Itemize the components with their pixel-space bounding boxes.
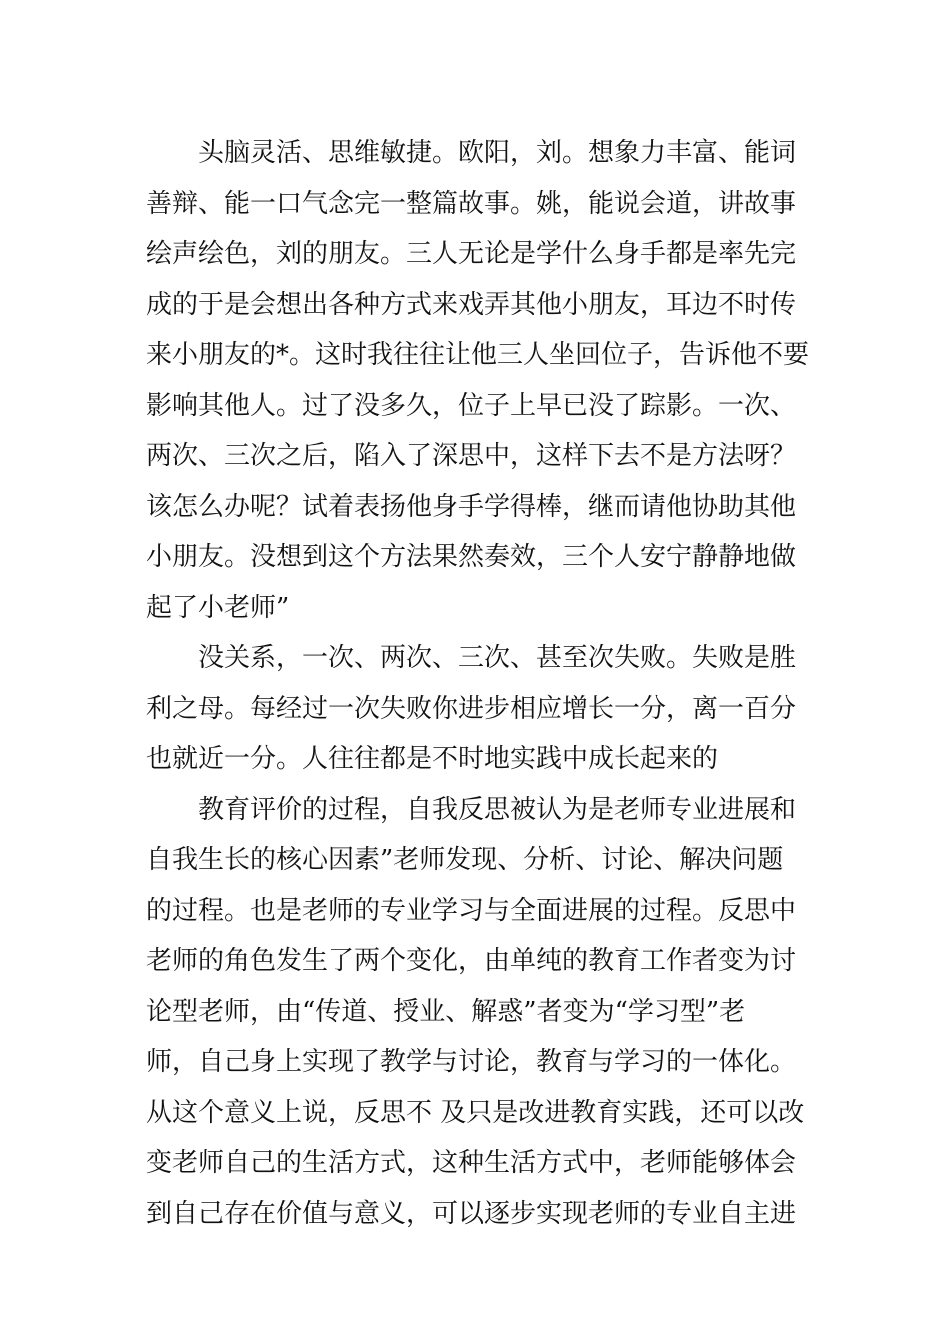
text-line: 师，自己身上实现了教学与讨论，教育与学习的一体化。	[146, 1047, 797, 1077]
text-line: 到自己存在价值与意义，可以逐步实现老师的专业自主进	[146, 1198, 797, 1229]
text-line: 从这个意义上说，反思不 及只是改进教育实践，还可以改	[146, 1097, 805, 1128]
paragraph-3	[146, 785, 810, 1240]
text-line: 该怎么办呢？试着表扬他身手学得棒，继而请他协助其他	[146, 491, 797, 522]
text-line: 绘声绘色，刘的朋友。三人无论是学什么身手都是率先完	[146, 239, 797, 269]
text-line: 头脑灵活、思维敏捷。欧阳，刘。想象力丰富、能词	[198, 138, 797, 168]
text-line: 教育评价的过程，自我反思被认为是老师专业进展和	[198, 794, 797, 825]
text-line: 来小朋友的*。这时我往往让他三人坐回位子，告诉他不要	[146, 340, 810, 370]
paragraph-2	[146, 633, 810, 785]
text-line: 变老师自己的生活方式，这种生活方式中，老师能够体会	[146, 1148, 797, 1178]
text-line: 起了小老师”	[146, 592, 290, 623]
text-line: 小朋友。没想到这个方法果然奏效，三个人安宁静静地做	[146, 542, 797, 572]
paragraph-1	[146, 128, 810, 633]
body-text	[146, 128, 810, 1239]
text-line: 也就近一分。人往往都是不时地实践中成长起来的	[146, 744, 719, 774]
text-line: 自我生长的核心因素”老师发现、分析、讨论、解决问题	[146, 845, 784, 875]
text-line: 善辩、能一口气念完一整篇故事。姚，能说会道，讲故事	[146, 188, 797, 219]
text-line: 成的于是会想出各种方式来戏弄其他小朋友，耳边不时传	[146, 289, 797, 320]
text-line: 利之母。每经过一次失败你进步相应增长一分，离一百分	[146, 693, 797, 724]
text-line: 论型老师，由“传道、授业、解惑”者变为“学习型”老	[146, 996, 746, 1027]
text-line: 的过程。也是老师的专业学习与全面进展的过程。反思中	[146, 895, 797, 926]
text-line: 老师的角色发生了两个变化，由单纯的教育工作者变为讨	[146, 946, 797, 976]
text-line: 影响其他人。过了没多久，位子上早已没了踪影。一次、	[146, 390, 797, 421]
text-line: 两次、三次之后，陷入了深思中，这样下去不是方法呀？	[146, 441, 797, 471]
text-line: 没关系，一次、两次、三次、甚至次失败。失败是胜	[198, 643, 797, 673]
